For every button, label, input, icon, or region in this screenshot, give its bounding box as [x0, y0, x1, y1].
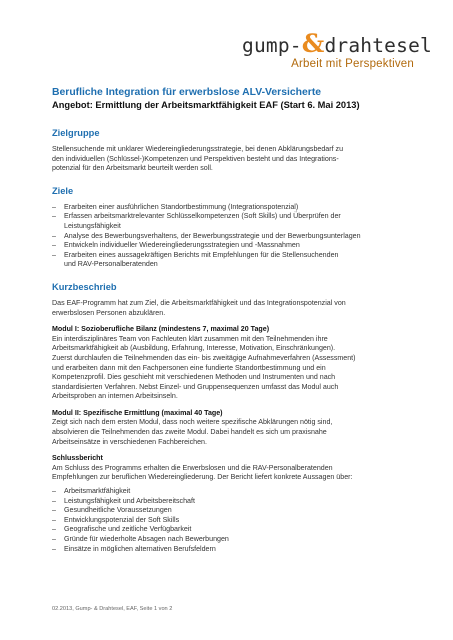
- list-item: – Gesundheitliche Voraussetzungen: [52, 506, 424, 516]
- list-item: – Entwicklungspotenzial der Soft Skills: [52, 516, 424, 526]
- list-item: – Einsätze in möglichen alternativen Berufsfeldern: [52, 545, 424, 555]
- modul2-text: Zeigt sich nach dem ersten Modul, dass noch weitere spezifische Abklärungen nötig sind, absolvieren die Teilnehmenden das zweite Modul. Dabei handelt es sich um praxisnahe Arbeitseinsätze in verschiedenen Fachbereichen.: [52, 418, 333, 446]
- modul1-text: Ein interdisziplinäres Team von Fachleuten klärt zusammen mit den Teilnehmenden ihre Arbeitsmarktfähigkeit ab (Ausbildung, Erfahrung, Interesse, Motivation, Einschränkungen). Zuerst durchlaufen die Teilnehmenden das ein- bis zweitägige Aufnahmeverfahren (Assessment) und erarbeiten dann mit den Fachpersonen eine fundierte Standortbestimmung und ein Kompetenzprofil. Dies geschieht mit verschiedenen Methoden und Instrumenten und nach standardisierten Verfahren. Nebst Einzel- und Gruppensequenzen umfasst das Modul auch Arbeitsproben an internen Arbeitsinseln.: [52, 334, 356, 401]
- modul2-title: Modul II: Spezifische Ermittlung (maximal 40 Tage): [52, 408, 223, 417]
- schlussbericht-text: Am Schluss des Programms erhalten die Erwerbslosen und die RAV-Personalberatenden Empfehlungen zur beruflichen Wiedereingliederung. Der Bericht liefert konkrete Aussagen über:: [52, 463, 353, 482]
- list-item: – Arbeitsmarktfähigkeit: [52, 487, 424, 497]
- kurzbeschrieb-intro: Das EAF-Programm hat zum Ziel, die Arbeitsmarktfähigkeit und das Integrationspotenzial von erwerbslosen Personen abzuklären.: [52, 298, 346, 317]
- company-logo: [242, 29, 432, 70]
- section-heading-ziele: Ziele: [52, 185, 74, 196]
- list-item: – Erarbeiten eines aussagekräftigen Berichts mit Empfehlungen für die Stellensuchenden und RAV-Personalberatenden: [52, 251, 424, 270]
- list-item: – Geografische und zeitliche Verfügbarkeit: [52, 525, 424, 535]
- list-item: – Erfassen arbeitsmarktrelevanter Schlüsselkompetenzen (Soft Skills) und Überprüfen der Leistungsfähigkeit: [52, 212, 424, 231]
- logo-tagline: Arbeit mit Perspektiven: [291, 58, 414, 70]
- zielgruppe-text: Stellensuchende mit unklarer Wiedereingliederungsstrategie, bei denen Abklärungsbedarf zu den individuellen (Schlüssel-)Kompetenzen und Perspektiven besteht und das Integrations- potenzial für den Arbeitsmarkt beurteilt werden soll.: [52, 145, 344, 173]
- logo-wordmark: gump-&drahtesel: [242, 29, 432, 58]
- list-item: – Analyse des Bewerbungsverhaltens, der Bewerbungsstrategie und der Bewerbungsunterlagen: [52, 232, 424, 242]
- page-title: Berufliche Integration für erwerbslose ALV-Versicherte: [52, 87, 322, 98]
- page-footer: 02.2013, Gump- & Drahtesel, EAF, Seite 1 von 2: [52, 606, 173, 612]
- list-item: – Gründe für wiederholte Absagen nach Bewerbungen: [52, 535, 424, 545]
- document-body: [52, 86, 424, 554]
- section-heading-kurzbeschrieb: Kurzbeschrieb: [52, 281, 117, 292]
- page-subtitle: Angebot: Ermittlung der Arbeitsmarktfähigkeit EAF (Start 6. Mai 2013): [52, 100, 360, 110]
- schlussbericht-list: [52, 487, 424, 554]
- list-item: – Erarbeiten einer ausführlichen Standortbestimmung (Integrationspotenzial): [52, 203, 424, 213]
- ziele-list: [52, 203, 424, 270]
- list-item: – Entwickeln individueller Wiedereingliederungsstrategien und -Massnahmen: [52, 241, 424, 251]
- modul1-title: Modul I: Sozioberufliche Bilanz (mindestens 7, maximal 20 Tage): [52, 325, 270, 334]
- schlussbericht-title: Schlussbericht: [52, 454, 103, 463]
- list-item: – Leistungsfähigkeit und Arbeitsbereitschaft: [52, 497, 424, 507]
- section-heading-zielgruppe: Zielgruppe: [52, 128, 100, 138]
